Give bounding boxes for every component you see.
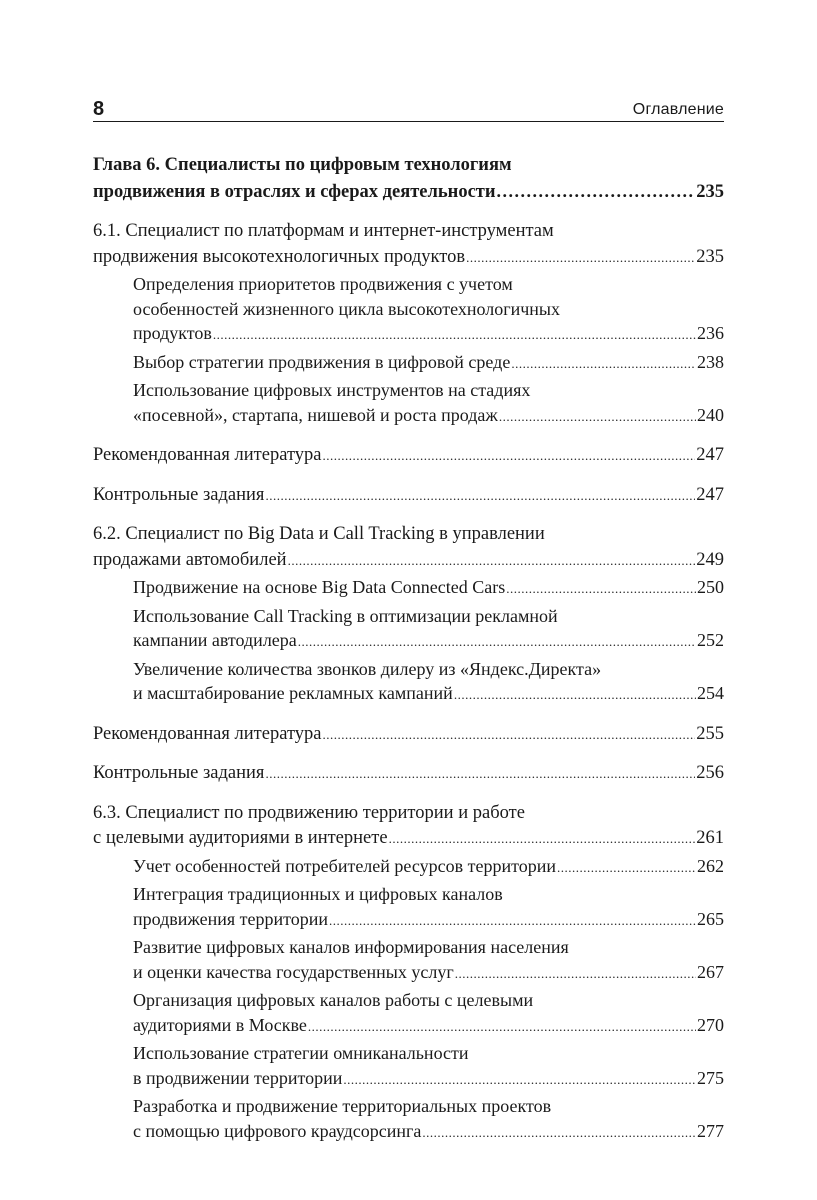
toc-entry-line: Глава 6. Специалисты по цифровым технологиям bbox=[93, 155, 512, 175]
dot-leader bbox=[499, 403, 696, 430]
dot-leader bbox=[466, 245, 695, 271]
toc-literature[interactable] bbox=[93, 443, 724, 469]
toc-entry-line: Увеличение количества звонков дилеру из «Яндекс.Директа» bbox=[133, 658, 602, 679]
toc-subsection[interactable] bbox=[93, 350, 724, 377]
dot-leader bbox=[557, 854, 696, 881]
toc-entry-line: особенностей жизненного цикла высокотехнологичных bbox=[133, 298, 560, 319]
dot-leader bbox=[454, 681, 696, 708]
toc-page-number: 261 bbox=[696, 828, 724, 848]
running-head-title: Оглавление bbox=[632, 101, 724, 118]
toc-page-number: 267 bbox=[697, 961, 724, 982]
toc-entry-line: продажами автомобилей bbox=[93, 549, 287, 570]
toc-entry-line: Использование Call Tracking в оптимизации рекламной bbox=[133, 605, 558, 626]
dot-leader bbox=[323, 443, 696, 469]
toc-entry-line: Рекомендованная литература bbox=[93, 445, 322, 465]
toc-entry-line: 6.2. Специалист по Big Data и Call Tracking в управлении bbox=[93, 524, 545, 544]
toc-page-number: 256 bbox=[696, 763, 724, 783]
toc-page-number: 235 bbox=[696, 246, 724, 267]
toc-subsection[interactable] bbox=[93, 1041, 724, 1092]
toc-entry-line: Определения приоритетов продвижения с учетом bbox=[133, 274, 513, 294]
toc-page-number: 277 bbox=[697, 1120, 724, 1141]
toc-page-number: 254 bbox=[697, 683, 724, 703]
running-head bbox=[93, 97, 724, 122]
dot-leader bbox=[506, 575, 696, 602]
dot-leader bbox=[455, 960, 696, 987]
dot-leader bbox=[422, 1119, 696, 1146]
toc-entry-line: с целевыми аудиториями в интернете bbox=[93, 828, 388, 848]
toc-subsection[interactable] bbox=[93, 882, 724, 933]
toc-entry-line: продвижения высокотехнологичных продуктов bbox=[93, 246, 466, 267]
toc-entry-line: в продвижении территории bbox=[133, 1067, 343, 1088]
toc-page-number: 275 bbox=[697, 1067, 724, 1088]
toc-entry-line: продвижения в отраслях и сферах деятельности bbox=[93, 181, 496, 202]
toc-subsection[interactable] bbox=[93, 854, 724, 881]
toc-tasks[interactable] bbox=[93, 483, 724, 509]
toc-entry-line: Использование цифровых инструментов на стадиях bbox=[133, 380, 531, 400]
toc-entry-line: Разработка и продвижение территориальных проектов bbox=[133, 1096, 552, 1116]
toc-entry-line: кампании автодилера bbox=[133, 630, 297, 650]
toc-entry-line: Продвижение на основе Big Data Connected Cars bbox=[133, 577, 506, 597]
dot-leader bbox=[497, 179, 696, 206]
toc-tasks[interactable] bbox=[93, 761, 724, 787]
toc-page-number: 249 bbox=[696, 549, 724, 570]
toc-page-number: 265 bbox=[697, 908, 724, 929]
dot-leader bbox=[308, 1013, 696, 1040]
dot-leader bbox=[298, 628, 696, 655]
page-number: 8 bbox=[93, 98, 105, 120]
dot-leader bbox=[288, 548, 696, 574]
toc-page-number: 238 bbox=[697, 351, 724, 372]
toc-page-number: 240 bbox=[697, 404, 724, 425]
toc-page-number: 270 bbox=[697, 1014, 724, 1035]
toc-entry-line: аудиториями в Москве bbox=[133, 1014, 307, 1035]
toc-subsection[interactable] bbox=[93, 272, 724, 348]
toc-entry-line: с помощью цифрового краудсорсинга bbox=[133, 1120, 422, 1141]
dot-leader bbox=[343, 1066, 696, 1093]
toc-entry-line: Выбор стратегии продвижения в цифровой среде bbox=[133, 351, 511, 372]
toc-page-number: 262 bbox=[697, 855, 724, 876]
toc-section-6-3[interactable] bbox=[93, 801, 724, 852]
toc-entry-line: продвижения территории bbox=[133, 908, 329, 929]
toc-entry-line: и оценки качества государственных услуг bbox=[133, 961, 454, 982]
toc-page-number: 247 bbox=[696, 445, 724, 465]
dot-leader bbox=[213, 321, 696, 348]
toc-entry-line: Использование стратегии омниканальности bbox=[133, 1043, 469, 1063]
toc-page bbox=[93, 97, 724, 1145]
toc-subsection[interactable] bbox=[93, 575, 724, 602]
dot-leader bbox=[389, 826, 696, 852]
toc-entry-line: Интеграция традиционных и цифровых каналов bbox=[133, 884, 503, 904]
dot-leader bbox=[329, 907, 696, 934]
toc-subsection[interactable] bbox=[93, 657, 724, 708]
toc-entry-line: 6.3. Специалист по продвижению территории и работе bbox=[93, 802, 525, 823]
toc-subsection[interactable] bbox=[93, 1094, 724, 1145]
toc-page-number: 255 bbox=[696, 723, 724, 744]
toc-page-number: 235 bbox=[696, 181, 724, 202]
toc-page-number: 247 bbox=[696, 484, 724, 505]
toc-entry-line: Организация цифровых каналов работы с целевыми bbox=[133, 990, 534, 1010]
toc-subsection[interactable] bbox=[93, 935, 724, 986]
toc-entry-line: Контрольные задания bbox=[93, 484, 265, 505]
toc-entry-line: Рекомендованная литература bbox=[93, 723, 322, 744]
dot-leader bbox=[511, 350, 696, 377]
toc-entry-line: Контрольные задания bbox=[93, 763, 265, 783]
toc-page-number: 252 bbox=[697, 630, 724, 650]
toc-entry-line: Развитие цифровых каналов информирования населения bbox=[133, 937, 569, 957]
toc-page-number: 236 bbox=[697, 323, 724, 343]
toc-entry-line: «посевной», стартапа, нишевой и роста продаж bbox=[133, 404, 498, 425]
dot-leader bbox=[265, 761, 695, 787]
toc-section-6-1[interactable] bbox=[93, 219, 724, 270]
toc-entry-line: 6.1. Специалист по платформам и интернет-инструментам bbox=[93, 221, 554, 241]
toc-page-number: 250 bbox=[697, 577, 724, 597]
toc-subsection[interactable] bbox=[93, 604, 724, 655]
table-of-contents bbox=[93, 153, 724, 1145]
toc-section-6-2[interactable] bbox=[93, 522, 724, 573]
toc-subsection[interactable] bbox=[93, 378, 724, 429]
dot-leader bbox=[323, 722, 696, 748]
toc-entry-line: Учет особенностей потребителей ресурсов территории bbox=[133, 855, 556, 876]
toc-chapter-6[interactable] bbox=[93, 153, 724, 205]
toc-entry-line: и масштабирование рекламных кампаний bbox=[133, 683, 453, 703]
dot-leader bbox=[265, 483, 695, 509]
toc-literature[interactable] bbox=[93, 722, 724, 748]
toc-subsection[interactable] bbox=[93, 988, 724, 1039]
toc-entry-line: продуктов bbox=[133, 323, 212, 343]
